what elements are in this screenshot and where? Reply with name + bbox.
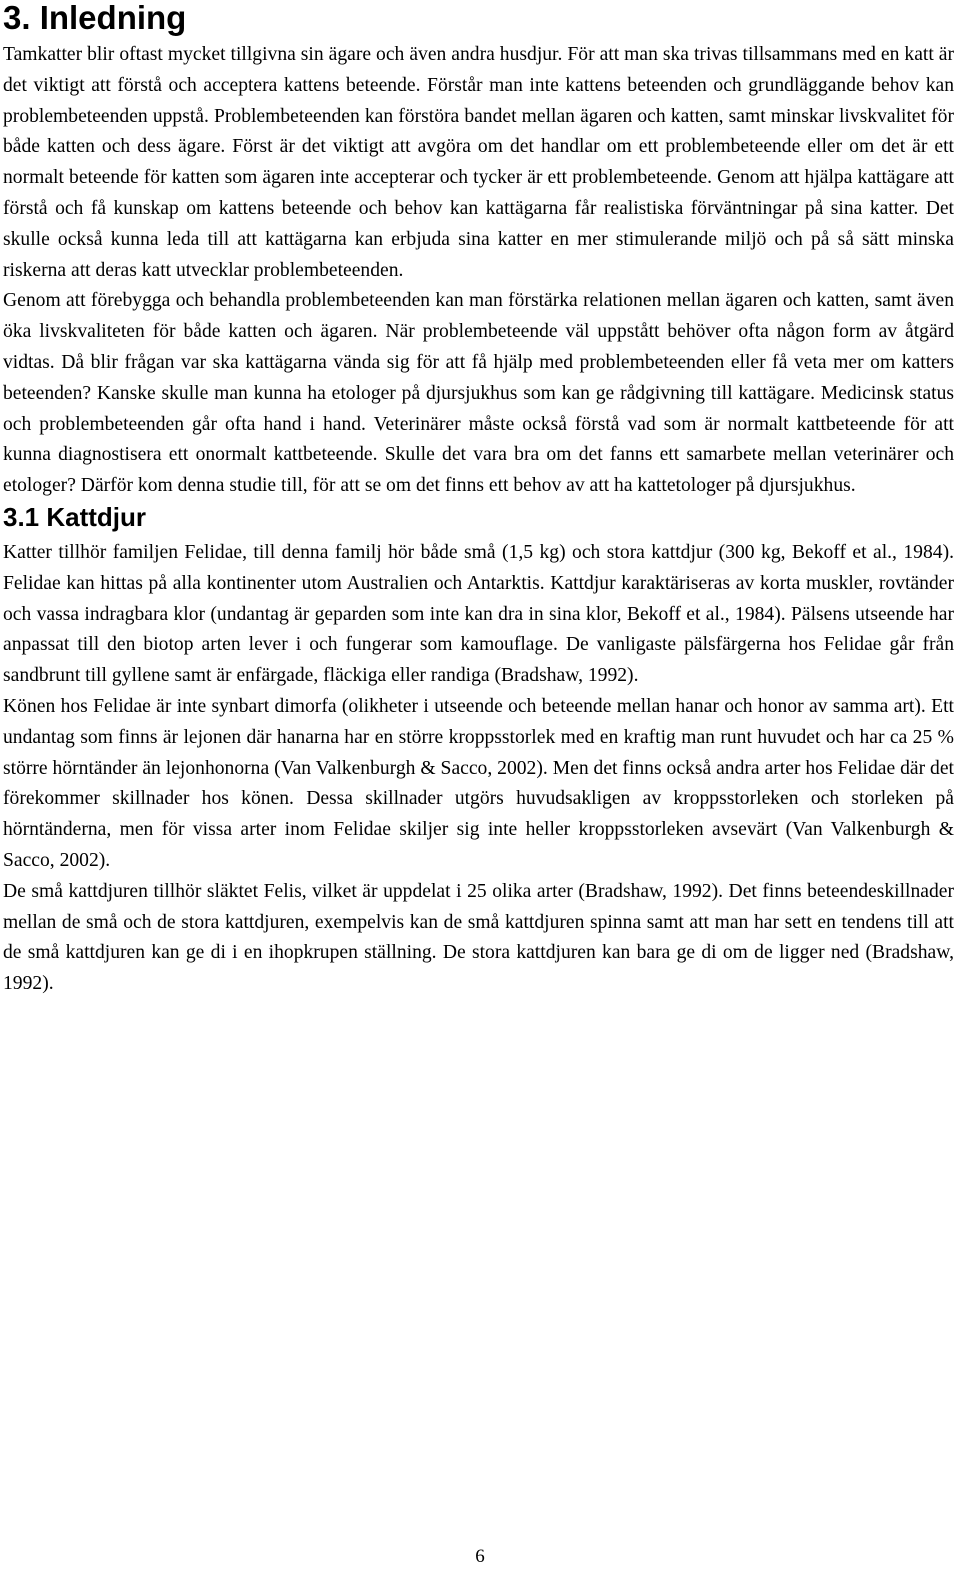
body-paragraph: De små kattdjuren tillhör släktet Felis, vilket är uppdelat i 25 olika arter (Bradshaw, 1992). Det finns beteendeskillnader mellan de små och de stora kattdjuren, exempelvis kan de små kattdjuren spinna samt att man har sett en tendens till att de små kattdjuren kan ge di i en ihopkrupen ställning. De stora kattdjuren kan bara ge di om de ligger ned (Bradshaw, 1992). — [3, 880, 954, 995]
chapter-heading: 3. Inledning — [3, 0, 187, 36]
page-number: 6 — [475, 1546, 485, 1567]
body-paragraph: Tamkatter blir oftast mycket tillgivna sin ägare och även andra husdjur. För att man ska trivas tillsammans med en katt är det viktigt att förstå och acceptera kattens beteende. Förstår man inte kattens beteenden och grundläggande behov kan problembeteenden uppstå. Problembeteenden kan förstöra bandet mellan ägaren och katten, samt minskar livskvalitet för både katten och dess ägare. Först är det viktigt att avgöra om det handlar om ett problembeteende eller om det är ett normalt beteende för katten som ägaren inte accepterar och tycker är ett problembeteende. Genom att hjälpa kattägare att förstå och få kunskap om kattens beteende och behov kan kattägarna får realistiska förväntningar på sina katter. Det skulle också kunna leda till att kattägarna kan erbjuda sina katter en mer stimulerande miljö och på så sätt minska riskerna att deras katt utvecklar problembeteenden. — [3, 44, 954, 281]
body-paragraph: Genom att förebygga och behandla problembeteenden kan man förstärka relationen mellan ägaren och katten, samt även öka livskvaliteten för både katten och ägaren. När problembeteende väl uppstått behöver ofta någon form av åtgärd vidtas. Då blir frågan var ska kattägarna vända sig för att få hjälp med problembeteenden eller få veta mer om katters beteenden? Kanske skulle man kunna ha etologer på djursjukhus som kan ge rådgivning till kattägare. Medicinsk status och problembeteenden går ofta hand i hand. Veterinärer måste också förstå vad som är normalt kattbeteende för att kunna diagnostisera ett onormalt kattbeteende. Skulle det vara bra om det fanns ett samarbete mellan veterinärer och etologer? Därför kom denna studie till, för att se om det finns ett behov av att ha kattetologer på djursjukhus. — [3, 290, 954, 497]
section-heading: 3.1 Kattdjur — [3, 501, 147, 532]
body-paragraph: Katter tillhör familjen Felidae, till denna familj hör både små (1,5 kg) och stora kattdjur (300 kg, Bekoff et al., 1984). Felidae kan hittas på alla kontinenter utom Australien och Antarktis. Kattdjur karaktäriseras av korta muskler, rovtänder och vassa indragbara klor (undantag är geparden som inte kan dra in sina klor, Bekoff et al., 1984). Pälsens utseende har anpassat till den biotop arten lever i och fungerar som kamouflage. De vanligaste pälsfärgerna hos Felidae går från sandbrunt till gyllene samt är enfärgade, fläckiga eller randiga (Bradshaw, 1992). — [3, 541, 954, 687]
body-paragraph: Könen hos Felidae är inte synbart dimorfa (olikheter i utseende och beteende mellan hanar och honor av samma art). Ett undantag som finns är lejonen där hanarna har en större kroppsstorlek med en kraftig man runt huvudet och har ca 25 % större hörntänder än lejonhonorna (Van Valkenburgh & Sacco, 2002). Men det finns också andra arter hos Felidae där det förekommer skillnader hos könen. Dessa skillnader utgörs huvudsakligen av kroppsstorleken och storleken på hörntänderna, men för vissa arter inom Felidae skiljer sig inte heller kroppsstorleken avsevärt (Van Valkenburgh & Sacco, 2002). — [3, 695, 954, 871]
